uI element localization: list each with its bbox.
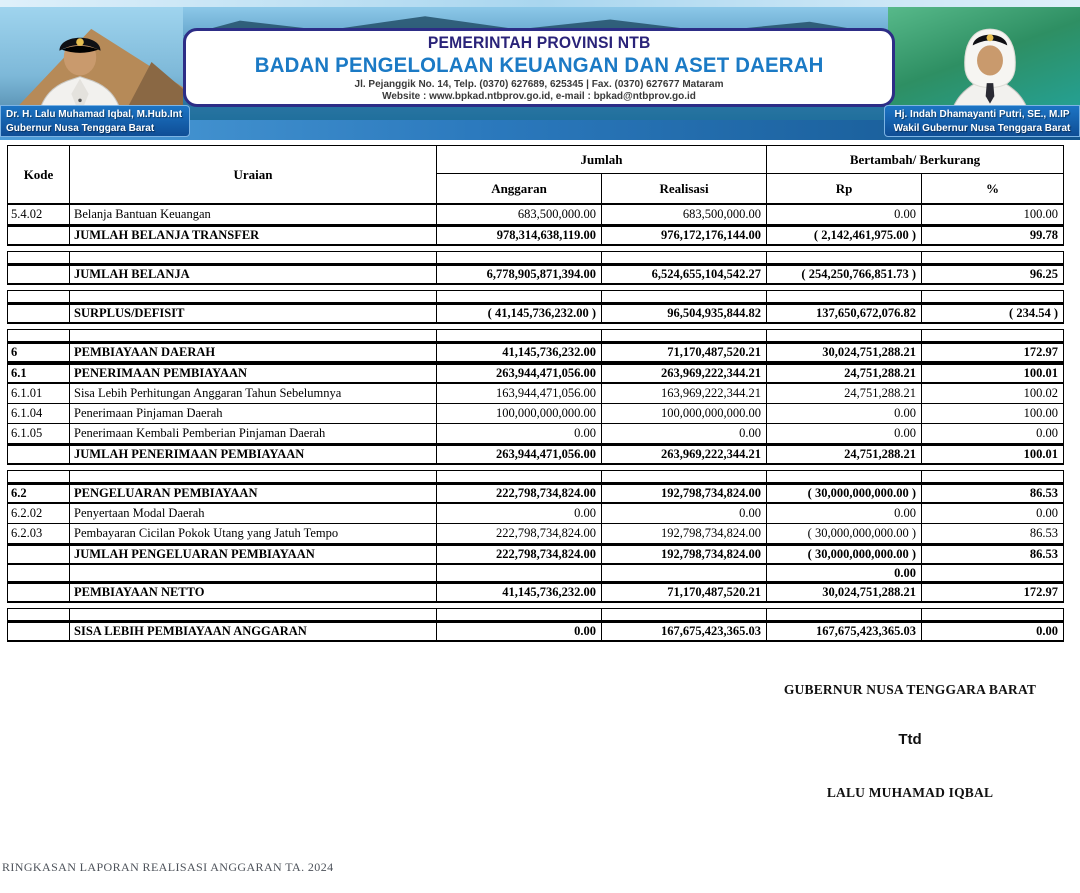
header-anggaran: Anggaran — [436, 173, 601, 203]
vice-governor-name: Hj. Indah Dhamayanti Putri, SE., M.IP — [894, 109, 1070, 120]
cell-uraian — [69, 252, 436, 263]
cell-percent — [921, 291, 1063, 302]
cell-rp — [766, 471, 921, 482]
cell-percent: 0.00 — [921, 504, 1063, 523]
table-row — [7, 608, 1064, 621]
cell-realisasi — [601, 565, 766, 581]
table-row — [7, 582, 1064, 603]
table-body — [7, 205, 1064, 642]
cell-uraian — [69, 330, 436, 341]
cell-uraian: JUMLAH BELANJA TRANSFER — [69, 227, 436, 244]
cell-anggaran: 263,944,471,056.00 — [436, 446, 601, 463]
cell-realisasi: 100,000,000,000.00 — [601, 404, 766, 423]
cell-realisasi: 192,798,734,824.00 — [601, 546, 766, 563]
cell-rp: 0.00 — [766, 205, 921, 224]
cell-rp: ( 30,000,000,000.00 ) — [766, 485, 921, 502]
cell-anggaran: 0.00 — [436, 424, 601, 443]
cell-anggaran: 222,798,734,824.00 — [436, 546, 601, 563]
signature-block — [698, 682, 1080, 801]
cell-anggaran — [436, 471, 601, 482]
cell-uraian: JUMLAH BELANJA — [69, 266, 436, 283]
cell-percent: 0.00 — [921, 424, 1063, 443]
table-row — [7, 424, 1064, 444]
cell-anggaran — [436, 565, 601, 581]
cell-uraian: Belanja Bantuan Keuangan — [69, 205, 436, 224]
org-government-name: PEMERINTAH PROVINSI NTB — [427, 33, 651, 52]
cell-rp — [766, 291, 921, 302]
cell-kode: 6.1.05 — [11, 426, 43, 440]
cell-realisasi: 0.00 — [601, 504, 766, 523]
cell-uraian: PENERIMAAN PEMBIAYAAN — [69, 365, 436, 382]
cell-percent: 100.01 — [921, 446, 1063, 463]
cell-percent: 86.53 — [921, 485, 1063, 502]
header-rp: Rp — [766, 173, 921, 203]
signature-name: LALU MUHAMAD IQBAL — [826, 785, 994, 800]
cell-percent — [921, 609, 1063, 620]
cell-kode — [8, 252, 69, 263]
cell-realisasi — [601, 471, 766, 482]
cell-uraian — [69, 471, 436, 482]
cell-percent: 100.00 — [921, 404, 1063, 423]
cell-rp: ( 254,250,766,851.73 ) — [766, 266, 921, 283]
cell-kode — [8, 471, 69, 482]
cell-rp — [766, 330, 921, 341]
cell-kode: 6.1 — [11, 366, 27, 380]
cell-uraian: PENGELUARAN PEMBIAYAAN — [69, 485, 436, 502]
cell-anggaran: 978,314,638,119.00 — [436, 227, 601, 244]
cell-kode: 6.1.04 — [11, 406, 43, 420]
org-website-email: Website : www.bpkad.ntbprov.go.id, e-mail : bpkad@ntbprov.go.id — [382, 90, 696, 102]
cell-kode — [8, 266, 69, 283]
cell-anggaran: 263,944,471,056.00 — [436, 365, 601, 382]
signature-title: GUBERNUR NUSA TENGGARA BARAT — [783, 682, 1037, 697]
cell-realisasi: 163,969,222,344.21 — [601, 384, 766, 403]
cell-realisasi — [601, 330, 766, 341]
cell-realisasi — [601, 252, 766, 263]
cell-percent: 100.00 — [921, 205, 1063, 224]
table-row — [7, 342, 1064, 363]
cell-realisasi: 71,170,487,520.21 — [601, 584, 766, 601]
cell-percent: 0.00 — [921, 623, 1063, 640]
cell-kode: 6.2.03 — [11, 526, 43, 540]
cell-kode — [8, 565, 69, 581]
cell-uraian: SURPLUS/DEFISIT — [69, 305, 436, 322]
org-address: Jl. Pejanggik No. 14, Telp. (0370) 627689, 625345 | Fax. (0370) 627677 Mataram — [354, 78, 724, 90]
cell-realisasi: 976,172,176,144.00 — [601, 227, 766, 244]
cell-percent — [921, 330, 1063, 341]
cell-realisasi: 192,798,734,824.00 — [601, 524, 766, 543]
cell-uraian — [69, 565, 436, 581]
cell-realisasi: 263,969,222,344.21 — [601, 446, 766, 463]
org-agency-name: BADAN PENGELOLAAN KEUANGAN DAN ASET DAERAH — [254, 53, 824, 77]
cell-kode — [8, 609, 69, 620]
cell-kode: 6 — [11, 345, 18, 359]
cell-rp: 0.00 — [766, 504, 921, 523]
cell-uraian: JUMLAH PENGELUARAN PEMBIAYAAN — [69, 546, 436, 563]
cell-anggaran: ( 41,145,736,232.00 ) — [436, 305, 601, 322]
table-row — [7, 470, 1064, 483]
budget-realization-table — [7, 145, 1064, 642]
table-row — [7, 524, 1064, 544]
cell-percent: 96.25 — [921, 266, 1063, 283]
cell-uraian: JUMLAH PENERIMAAN PEMBIAYAAN — [69, 446, 436, 463]
cell-anggaran — [436, 291, 601, 302]
cell-anggaran: 6,778,905,871,394.00 — [436, 266, 601, 283]
cell-realisasi: 71,170,487,520.21 — [601, 344, 766, 361]
table-row — [7, 621, 1064, 642]
table-row — [7, 544, 1064, 565]
table-row — [7, 404, 1064, 424]
cell-rp — [766, 609, 921, 620]
header-jumlah: Jumlah — [436, 146, 766, 173]
cell-uraian — [69, 609, 436, 620]
governor-title: Gubernur Nusa Tenggara Barat — [6, 123, 155, 134]
table-row — [7, 290, 1064, 303]
table-row — [7, 225, 1064, 246]
cell-rp: 24,751,288.21 — [766, 384, 921, 403]
cell-kode — [8, 227, 69, 244]
cell-rp: 30,024,751,288.21 — [766, 584, 921, 601]
cell-percent — [921, 565, 1063, 581]
cell-uraian: Penyertaan Modal Daerah — [69, 504, 436, 523]
cell-kode: 6.2 — [11, 486, 27, 500]
table-row — [7, 251, 1064, 264]
cell-uraian — [69, 291, 436, 302]
cell-uraian: PEMBIAYAAN DAERAH — [69, 344, 436, 361]
cell-kode — [8, 623, 69, 640]
cell-kode — [8, 546, 69, 563]
cell-rp: ( 30,000,000,000.00 ) — [766, 524, 921, 543]
cell-anggaran: 683,500,000.00 — [436, 205, 601, 224]
cell-rp — [766, 252, 921, 263]
governor-caption — [0, 105, 190, 137]
cell-kode — [8, 446, 69, 463]
letterhead-banner — [0, 0, 1080, 140]
cell-rp: 0.00 — [766, 404, 921, 423]
cell-realisasi — [601, 609, 766, 620]
cell-anggaran — [436, 330, 601, 341]
cell-percent: 86.53 — [921, 524, 1063, 543]
cell-uraian: Penerimaan Pinjaman Daerah — [69, 404, 436, 423]
header-uraian: Uraian — [69, 146, 436, 203]
table-row — [7, 444, 1064, 465]
cell-percent: 86.53 — [921, 546, 1063, 563]
cell-rp: 167,675,423,365.03 — [766, 623, 921, 640]
cell-rp: 30,024,751,288.21 — [766, 344, 921, 361]
cell-percent: 100.01 — [921, 365, 1063, 382]
cell-anggaran: 222,798,734,824.00 — [436, 524, 601, 543]
cell-percent: 172.97 — [921, 584, 1063, 601]
footer-report-title: RINGKASAN LAPORAN REALISASI ANGGARAN TA. 2024 — [2, 860, 334, 874]
cell-realisasi: 6,524,655,104,542.27 — [601, 266, 766, 283]
cell-uraian: Penerimaan Kembali Pemberian Pinjaman Daerah — [69, 424, 436, 443]
cell-anggaran: 222,798,734,824.00 — [436, 485, 601, 502]
table-row — [7, 565, 1064, 582]
cell-percent: ( 234.54 ) — [921, 305, 1063, 322]
signature-ttd: Ttd — [898, 731, 922, 748]
table-row — [7, 205, 1064, 225]
cell-anggaran — [436, 252, 601, 263]
cell-realisasi: 167,675,423,365.03 — [601, 623, 766, 640]
table-row — [7, 384, 1064, 404]
cell-anggaran: 41,145,736,232.00 — [436, 584, 601, 601]
table-row — [7, 329, 1064, 342]
cell-anggaran: 100,000,000,000.00 — [436, 404, 601, 423]
cell-uraian: Sisa Lebih Perhitungan Anggaran Tahun Sebelumnya — [69, 384, 436, 403]
cell-rp: 24,751,288.21 — [766, 365, 921, 382]
cell-anggaran: 163,944,471,056.00 — [436, 384, 601, 403]
table-row — [7, 483, 1064, 504]
cell-anggaran: 41,145,736,232.00 — [436, 344, 601, 361]
cell-rp: 24,751,288.21 — [766, 446, 921, 463]
vice-governor-title: Wakil Gubernur Nusa Tenggara Barat — [893, 123, 1071, 134]
cell-realisasi: 263,969,222,344.21 — [601, 365, 766, 382]
cell-uraian: PEMBIAYAAN NETTO — [69, 584, 436, 601]
cell-percent: 100.02 — [921, 384, 1063, 403]
cell-realisasi: 683,500,000.00 — [601, 205, 766, 224]
header-bertambah-berkurang: Bertambah/ Berkurang — [766, 146, 1063, 173]
cell-percent: 172.97 — [921, 344, 1063, 361]
cell-rp: 137,650,672,076.82 — [766, 305, 921, 322]
cell-anggaran: 0.00 — [436, 623, 601, 640]
cell-rp: ( 30,000,000,000.00 ) — [766, 546, 921, 563]
header-realisasi: Realisasi — [601, 173, 766, 203]
letterhead-org-box — [183, 28, 895, 107]
cell-anggaran — [436, 609, 601, 620]
cell-uraian: SISA LEBIH PEMBIAYAAN ANGGARAN — [69, 623, 436, 640]
cell-kode — [8, 584, 69, 601]
table-row — [7, 303, 1064, 324]
cell-rp: 0.00 — [766, 565, 921, 581]
banner-top-strip — [0, 0, 1080, 7]
governor-name: Dr. H. Lalu Muhamad Iqbal, M.Hub.Int — [6, 109, 183, 120]
cell-realisasi: 0.00 — [601, 424, 766, 443]
cell-percent: 99.78 — [921, 227, 1063, 244]
cell-kode — [8, 291, 69, 302]
cell-percent — [921, 252, 1063, 263]
header-percent: % — [921, 173, 1063, 203]
cell-kode: 6.2.02 — [11, 506, 43, 520]
cell-anggaran: 0.00 — [436, 504, 601, 523]
cell-kode: 5.4.02 — [11, 207, 43, 221]
cell-uraian: Pembayaran Cicilan Pokok Utang yang Jatuh Tempo — [69, 524, 436, 543]
table-row — [7, 264, 1064, 285]
table-row — [7, 363, 1064, 384]
table-header — [7, 145, 1064, 205]
cell-realisasi — [601, 291, 766, 302]
header-kode: Kode — [23, 166, 54, 182]
cell-rp: ( 2,142,461,975.00 ) — [766, 227, 921, 244]
cell-kode: 6.1.01 — [11, 386, 43, 400]
cell-rp: 0.00 — [766, 424, 921, 443]
cell-realisasi: 96,504,935,844.82 — [601, 305, 766, 322]
cell-realisasi: 192,798,734,824.00 — [601, 485, 766, 502]
vice-governor-caption — [884, 105, 1080, 137]
table-row — [7, 504, 1064, 524]
cell-kode — [8, 330, 69, 341]
cell-kode — [8, 305, 69, 322]
cell-percent — [921, 471, 1063, 482]
